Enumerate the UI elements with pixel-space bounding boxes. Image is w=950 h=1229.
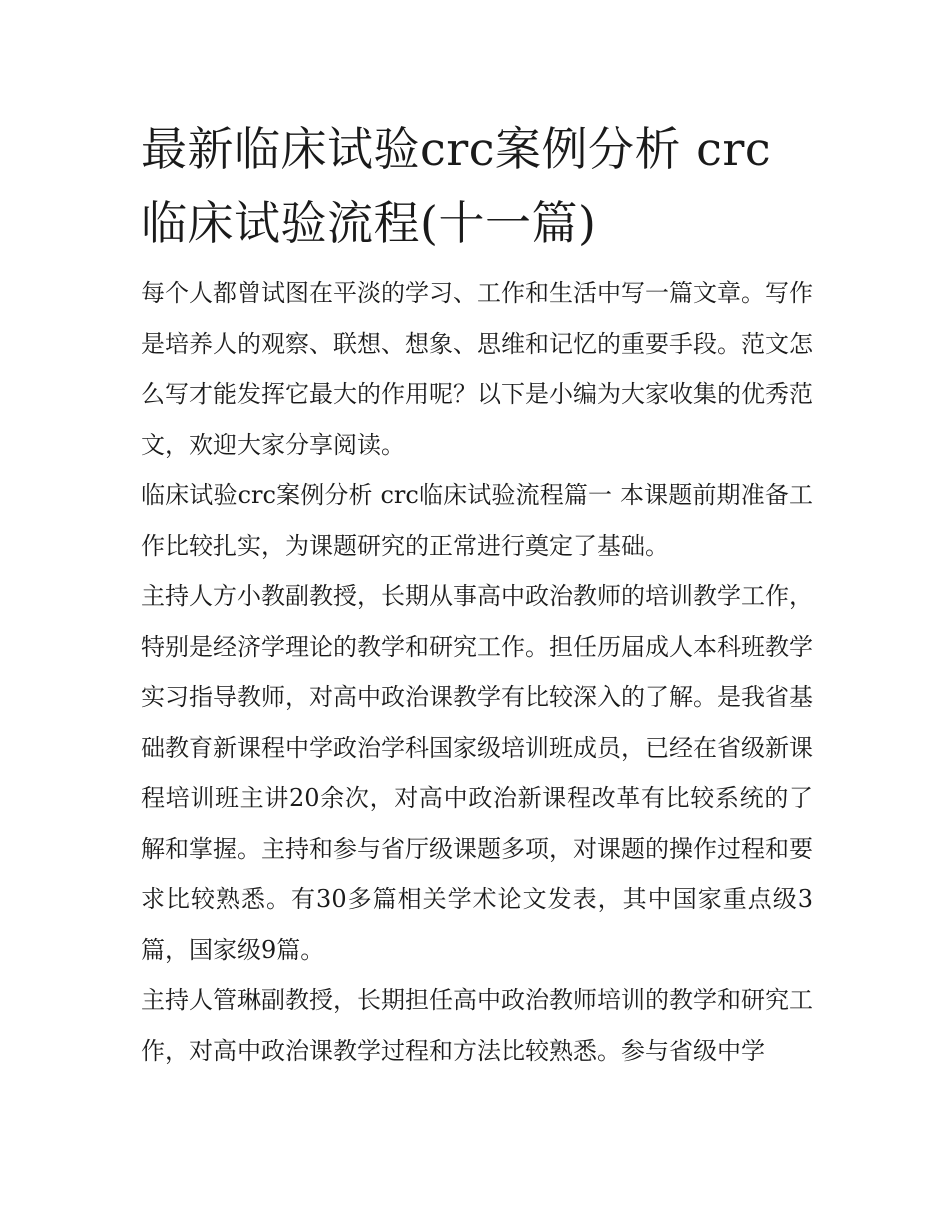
paragraph-host-1: 主持人方小教副教授，长期从事高中政治教师的培训教学工作，特别是经济学理论的教学和研究工作。担任历届成人本科班教学实习指导教师，对高中政治课教学有比较深入的了解。是我省基础教育新课程中学政治学科国家级培训班成员，已经在省级新课程培训班主讲20余次，对高中政治新课程改革有比较系统的了解和掌握。主持和参与省厅级课题多项，对课题的操作过程和要求比较熟悉。有30多篇相关学术论文发表，其中国家重点级3篇，国家级9篇。 (141, 582, 813, 964)
paragraph-section-1: 临床试验crc案例分析 crc临床试验流程篇一 本课题前期准备工作比较扎实，为课题研究的正常进行奠定了基础。 (141, 481, 813, 560)
paragraph-intro: 每个人都曾试图在平淡的学习、工作和生活中写一篇文章。写作是培养人的观察、联想、想象、思维和记忆的重要手段。范文怎么写才能发挥它最大的作用呢？以下是小编为大家收集的优秀范文，欢迎大家分享阅读。 (141, 279, 813, 459)
paragraph-host-2: 主持人管琳副教授，长期担任高中政治教师培训的教学和研究工作，对高中政治课教学过程和方法比较熟悉。参与省级中学 (141, 986, 813, 1065)
document-title: 最新临床试验crc案例分析 crc临床试验流程(十一篇) (141, 122, 772, 250)
document-page (141, 112, 813, 1076)
